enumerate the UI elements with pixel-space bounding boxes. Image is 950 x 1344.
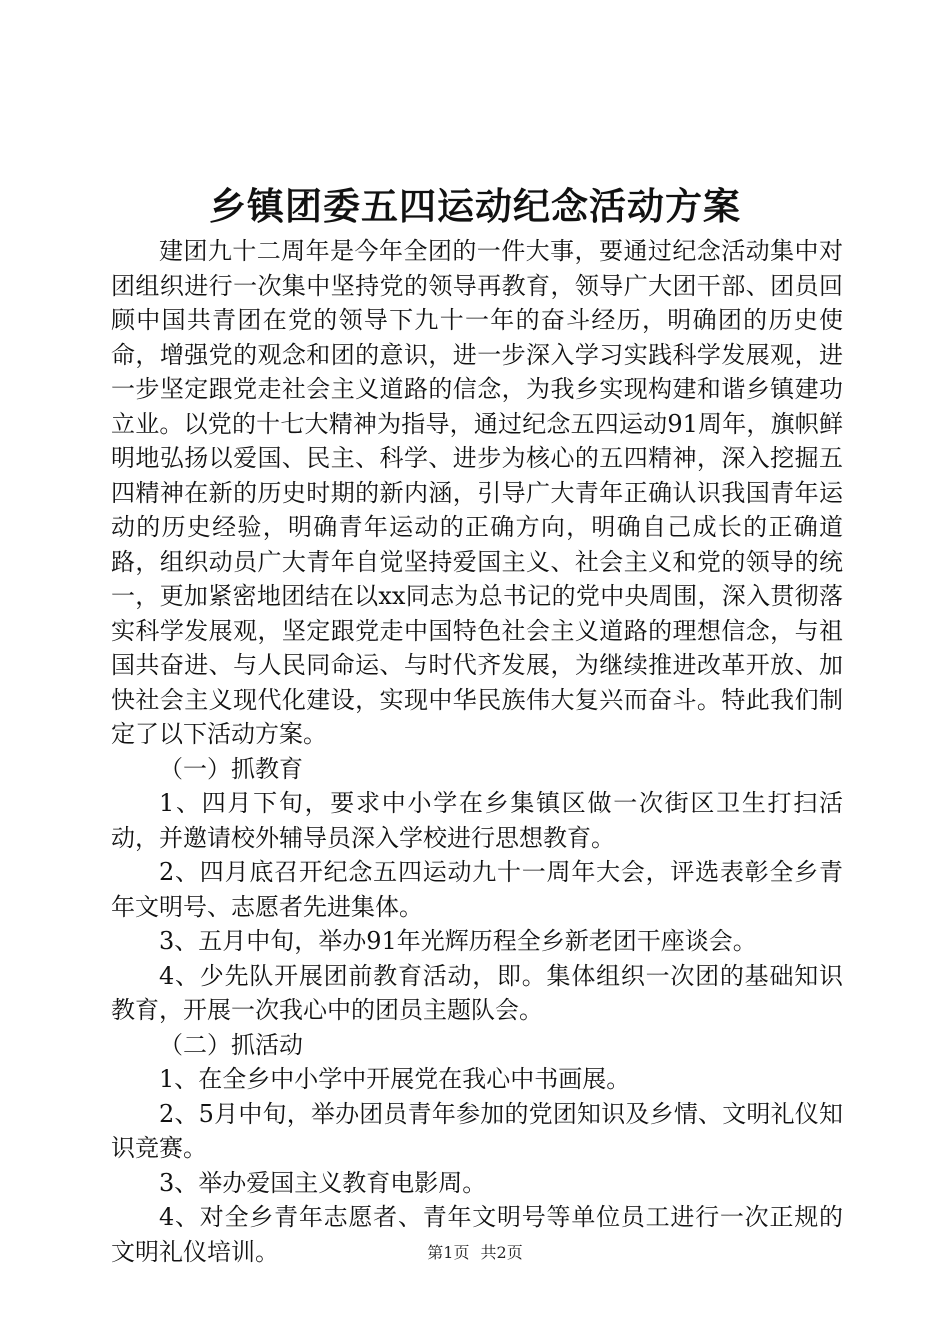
list-item: 3、举办爱国主义教育电影周。 [159,1168,487,1197]
intro-paragraph: 建团九十二周年是今年全团的一件大事，要通过纪念活动集中对团组织进行一次集中坚持党的领导再教育，领导广大团干部、团员回顾中国共青团在党的领导下九十一年的奋斗经历，明确团的历史使命，增强党的观念和团的意识，进一步深入学习实践科学发展观，进一步坚定跟党走社会主义道路的信念，为我乡实现构建和谐乡镇建功立业。以党的十七大精神为指导，通过纪念五四运动91周年，旗帜鲜明地弘扬以爱国、民主、科学、进步为核心的五四精神，深入挖掘五四精神在新的历史时期的新内涵，引导广大青年正确认识我国青年运动的历史经验，明确青年运动的正确方向，明确自己成长的正确道路，组织动员广大青年自觉坚持爱国主义、社会主义和党的领导的统一，更加紧密地团结在以xx同志为总书记的党中央周围，深入贯彻落实科学发展观，坚定跟党走中国特色社会主义道路的理想信念，与祖国共奋进、与人民同命运、与时代齐发展，为继续推进改革开放、加快社会主义现代化建设，实现中华民族伟大复兴而奋斗。特此我们制定了以下活动方案。 [111,237,843,748]
list-item: 3、五月中旬，举办91年光辉历程全乡新老团干座谈会。 [159,927,757,955]
page-footer [0,1242,950,1264]
section-heading-activities: （二）抓活动 [159,1030,303,1059]
list-item: 2、5月中旬，举办团员青年参加的党团知识及乡情、文明礼仪知识竞赛。 [111,1099,843,1162]
page-number: 第1页 [427,1243,470,1262]
list-item: 1、四月下旬，要求中小学在乡集镇区做一次街区卫生打扫活动，并邀请校外辅导员深入学校进行思想教育。 [111,789,843,852]
list-item: 1、在全乡中小学中开展党在我心中书画展。 [159,1065,631,1093]
section-heading-education: （一）抓教育 [159,754,303,783]
list-item: 4、少先队开展团前教育活动，即。集体组织一次团的基础知识教育，开展一次我心中的团员主题队会。 [111,961,843,1024]
list-item: 4、对全乡青年志愿者、青年文明号等单位员工进行一次正规的文明礼仪培训。 [111,1203,843,1266]
list-item: 2、四月底召开纪念五四运动九十一周年大会，评选表彰全乡青年文明号、志愿者先进集体。 [111,858,843,921]
page-total: 共2页 [480,1243,523,1262]
document-body [111,234,843,1269]
document-title: 乡镇团委五四运动纪念活动方案 [209,184,741,228]
